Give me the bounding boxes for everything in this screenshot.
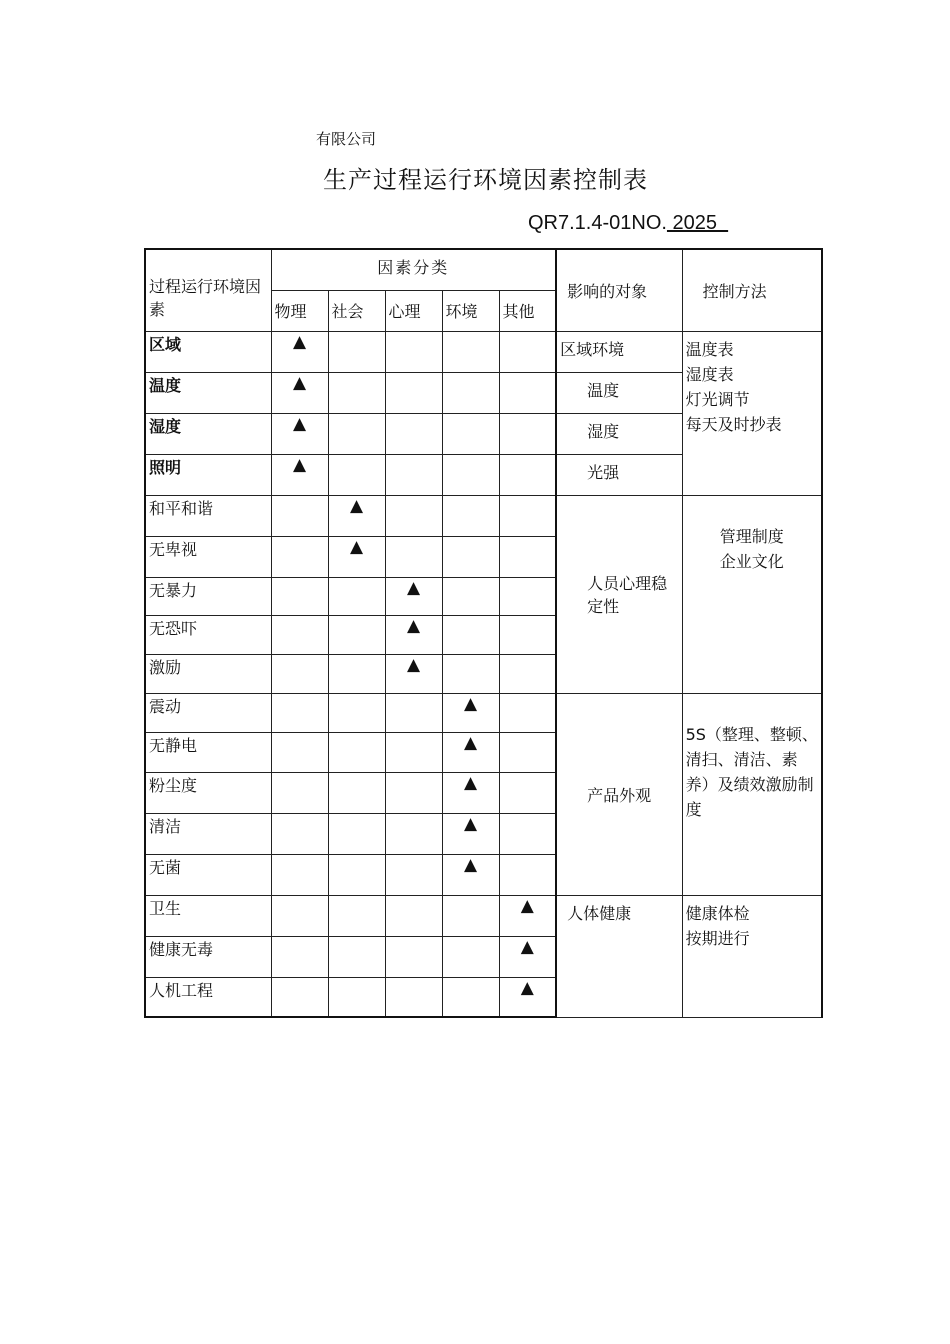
mark-cell-other <box>499 977 556 1017</box>
mark-cell-other <box>499 454 556 495</box>
mark-cell-environment <box>442 813 499 854</box>
control-table <box>144 248 823 1018</box>
triangle-mark-icon: ▲ <box>406 615 421 636</box>
factor-cell: 人机工程 <box>145 977 271 1017</box>
mark-cell-environment <box>442 331 499 372</box>
factor-cell: 震动 <box>145 693 271 732</box>
mark-cell-physical <box>271 413 328 454</box>
triangle-mark-icon: ▲ <box>520 977 534 998</box>
category-other: 其他 <box>499 290 556 331</box>
mark-cell-physical <box>271 654 328 693</box>
mark-cell-environment <box>442 977 499 1017</box>
factor-cell: 照明 <box>145 454 271 495</box>
object-psych: 人员心理稳定性 <box>556 495 682 693</box>
factor-cell: 健康无毒 <box>145 936 271 977</box>
factor-cell: 湿度 <box>145 413 271 454</box>
mark-cell-other <box>499 732 556 772</box>
factor-cell: 粉尘度 <box>145 772 271 813</box>
form-code-prefix: QR7.1.4-01NO. <box>528 212 667 234</box>
mark-cell-social <box>328 813 385 854</box>
mark-cell-environment <box>442 936 499 977</box>
method-env: 5S（整理、整顿、清扫、清洁、素养）及绩效激励制度 <box>682 693 822 895</box>
mark-cell-psychological <box>385 654 442 693</box>
mark-cell-other <box>499 413 556 454</box>
method-line: 健康体检 <box>685 903 750 923</box>
mark-cell-environment <box>442 895 499 936</box>
mark-cell-psychological <box>385 413 442 454</box>
triangle-mark-icon: ▲ <box>349 495 364 516</box>
mark-cell-social <box>328 654 385 693</box>
mark-cell-psychological <box>385 454 442 495</box>
triangle-mark-icon: ▲ <box>292 454 307 475</box>
mark-cell-physical <box>271 615 328 654</box>
factor-cell: 激励 <box>145 654 271 693</box>
mark-cell-other <box>499 895 556 936</box>
method-social <box>682 495 822 693</box>
mark-cell-social <box>328 895 385 936</box>
category-environment: 环境 <box>442 290 499 331</box>
mark-cell-psychological <box>385 331 442 372</box>
mark-cell-social <box>328 413 385 454</box>
object-area-env: 区域环境 <box>556 331 682 372</box>
mark-cell-physical <box>271 693 328 732</box>
form-code <box>528 212 728 235</box>
factor-cell: 卫生 <box>145 895 271 936</box>
mark-cell-environment <box>442 413 499 454</box>
header-category: 因素分类 <box>271 249 556 290</box>
mark-cell-social <box>328 454 385 495</box>
mark-cell-other <box>499 772 556 813</box>
mark-cell-social <box>328 936 385 977</box>
factor-cell: 无暴力 <box>145 577 271 615</box>
mark-cell-other <box>499 495 556 536</box>
mark-cell-other <box>499 936 556 977</box>
object-health: 人体健康 <box>556 895 682 1017</box>
mark-cell-other <box>499 331 556 372</box>
factor-cell: 无恐吓 <box>145 615 271 654</box>
mark-cell-environment <box>442 372 499 413</box>
factor-cell: 无静电 <box>145 732 271 772</box>
mark-cell-social <box>328 854 385 895</box>
method-line: 每天及时抄表 <box>685 414 782 434</box>
mark-cell-physical <box>271 813 328 854</box>
mark-cell-psychological <box>385 772 442 813</box>
triangle-mark-icon: ▲ <box>406 577 421 598</box>
mark-cell-environment <box>442 495 499 536</box>
mark-cell-psychological <box>385 495 442 536</box>
mark-cell-physical <box>271 936 328 977</box>
factor-cell: 区域 <box>145 331 271 372</box>
triangle-mark-icon: ▲ <box>520 895 534 916</box>
mark-cell-environment <box>442 454 499 495</box>
mark-cell-psychological <box>385 895 442 936</box>
header-factor: 过程运行环境因素 <box>145 249 271 331</box>
mark-cell-environment <box>442 732 499 772</box>
mark-cell-physical <box>271 895 328 936</box>
mark-cell-physical <box>271 977 328 1017</box>
triangle-mark-icon: ▲ <box>292 413 307 434</box>
triangle-mark-icon: ▲ <box>292 372 307 393</box>
mark-cell-environment <box>442 772 499 813</box>
mark-cell-environment <box>442 854 499 895</box>
form-number: 2025 <box>666 212 729 234</box>
mark-cell-physical <box>271 495 328 536</box>
object-humidity: 湿度 <box>556 413 682 454</box>
header-method: 控制方法 <box>682 249 822 331</box>
mark-cell-physical <box>271 577 328 615</box>
mark-cell-social <box>328 536 385 577</box>
factor-cell: 清洁 <box>145 813 271 854</box>
mark-cell-psychological <box>385 977 442 1017</box>
category-social: 社会 <box>328 290 385 331</box>
factor-cell: 无卑视 <box>145 536 271 577</box>
object-appearance: 产品外观 <box>556 693 682 895</box>
header-object: 影响的对象 <box>556 249 682 331</box>
triangle-mark-icon: ▲ <box>349 536 364 557</box>
method-line: 灯光调节 <box>685 389 750 409</box>
mark-cell-social <box>328 732 385 772</box>
triangle-mark-icon: ▲ <box>463 772 478 793</box>
mark-cell-other <box>499 615 556 654</box>
mark-cell-psychological <box>385 577 442 615</box>
mark-cell-physical <box>271 854 328 895</box>
mark-cell-social <box>328 693 385 732</box>
mark-cell-social <box>328 977 385 1017</box>
method-line: 管理制度 <box>719 526 784 546</box>
mark-cell-psychological <box>385 693 442 732</box>
category-psychological: 心理 <box>385 290 442 331</box>
triangle-mark-icon: ▲ <box>406 654 421 675</box>
mark-cell-social <box>328 372 385 413</box>
mark-cell-physical <box>271 331 328 372</box>
method-physical <box>682 331 822 495</box>
mark-cell-psychological <box>385 854 442 895</box>
mark-cell-physical <box>271 536 328 577</box>
mark-cell-other <box>499 654 556 693</box>
triangle-mark-icon: ▲ <box>463 693 478 714</box>
method-line: 湿度表 <box>685 364 734 384</box>
triangle-mark-icon: ▲ <box>463 854 478 875</box>
mark-cell-other <box>499 536 556 577</box>
mark-cell-psychological <box>385 536 442 577</box>
mark-cell-environment <box>442 536 499 577</box>
company-name: 有限公司 <box>316 130 377 148</box>
mark-cell-physical <box>271 772 328 813</box>
document-title: 生产过程运行环境因素控制表 <box>323 166 648 194</box>
mark-cell-psychological <box>385 615 442 654</box>
mark-cell-other <box>499 813 556 854</box>
mark-cell-social <box>328 495 385 536</box>
mark-cell-other <box>499 854 556 895</box>
object-temp: 温度 <box>556 372 682 413</box>
mark-cell-psychological <box>385 813 442 854</box>
object-light: 光强 <box>556 454 682 495</box>
mark-cell-social <box>328 615 385 654</box>
mark-cell-other <box>499 372 556 413</box>
mark-cell-psychological <box>385 732 442 772</box>
mark-cell-other <box>499 577 556 615</box>
mark-cell-social <box>328 577 385 615</box>
factor-cell: 和平和谐 <box>145 495 271 536</box>
mark-cell-physical <box>271 372 328 413</box>
factor-cell: 温度 <box>145 372 271 413</box>
mark-cell-physical <box>271 732 328 772</box>
mark-cell-physical <box>271 454 328 495</box>
triangle-mark-icon: ▲ <box>292 331 307 352</box>
method-line: 温度表 <box>685 339 734 359</box>
mark-cell-environment <box>442 615 499 654</box>
triangle-mark-icon: ▲ <box>463 813 478 834</box>
mark-cell-social <box>328 331 385 372</box>
method-other <box>682 895 822 1017</box>
mark-cell-environment <box>442 577 499 615</box>
method-line: 按期进行 <box>685 928 750 948</box>
mark-cell-psychological <box>385 372 442 413</box>
mark-cell-social <box>328 772 385 813</box>
category-physical: 物理 <box>271 290 328 331</box>
mark-cell-psychological <box>385 936 442 977</box>
mark-cell-other <box>499 693 556 732</box>
triangle-mark-icon: ▲ <box>520 936 534 957</box>
method-line: 企业文化 <box>719 551 784 571</box>
factor-cell: 无菌 <box>145 854 271 895</box>
mark-cell-environment <box>442 693 499 732</box>
mark-cell-environment <box>442 654 499 693</box>
triangle-mark-icon: ▲ <box>463 732 478 753</box>
